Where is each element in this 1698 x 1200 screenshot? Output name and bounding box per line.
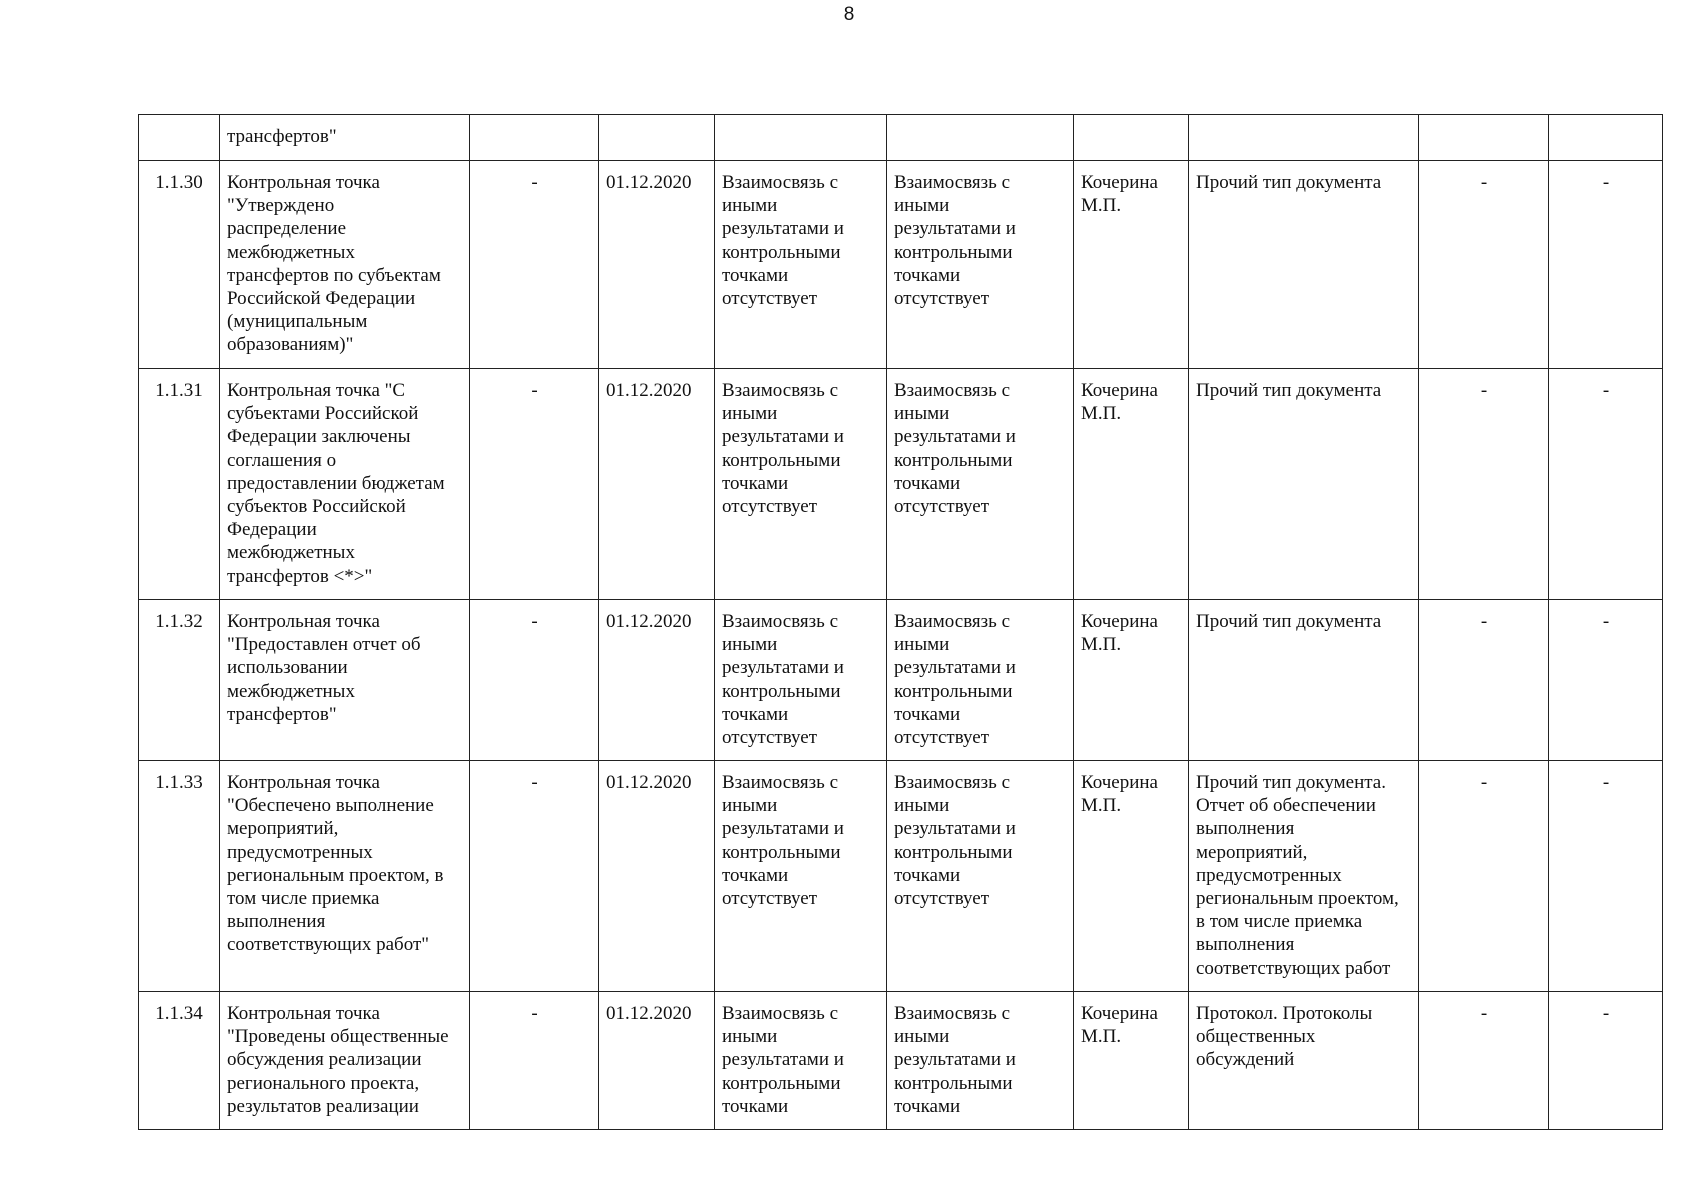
document-line: мероприятий, — [1196, 841, 1308, 863]
cell-num — [139, 115, 220, 161]
name-line: соответствующих работ" — [227, 934, 430, 956]
name-line: Федерации заключены — [227, 426, 411, 448]
cell-link-prev — [715, 115, 887, 161]
cell-name — [220, 115, 470, 161]
cell-num: 1.1.32 — [139, 600, 220, 761]
link-prev-line: точками — [722, 472, 789, 494]
table-row — [139, 161, 1663, 369]
cell-responsible — [1074, 369, 1189, 600]
cell-link-next — [887, 761, 1074, 992]
link-prev-line: результатами и — [722, 818, 844, 840]
responsible-line: М.П. — [1081, 634, 1122, 656]
cell-responsible — [1074, 761, 1189, 992]
cell-name — [220, 992, 470, 1130]
link-prev-line: иными — [722, 795, 778, 817]
name-line: Контрольная точка — [227, 611, 380, 632]
cell-document — [1189, 369, 1419, 600]
document-line: в том числе приемка — [1196, 911, 1363, 933]
page-number: 8 — [843, 4, 855, 25]
document-line: общественных — [1196, 1026, 1316, 1048]
link-next-line: Взаимосвязь с — [894, 772, 1011, 793]
name-line: Контрольная точка — [227, 772, 380, 793]
name-line: Контрольная точка — [227, 1003, 380, 1024]
document-line: Прочий тип документа — [1196, 380, 1382, 401]
link-next-line: отсутствует — [894, 727, 990, 749]
cell-level: - — [1419, 600, 1549, 761]
responsible-line: Кочерина — [1081, 611, 1158, 632]
name-line: том числе приемка — [227, 888, 380, 910]
cell-num: 1.1.33 — [139, 761, 220, 992]
cell-date: 01.12.2020 — [599, 600, 715, 761]
cell-predecessor: - — [470, 992, 599, 1130]
link-next-line: контрольными — [894, 241, 1013, 263]
link-next-line: иными — [894, 1026, 950, 1048]
name-line: результатов реализации — [227, 1095, 419, 1117]
link-prev-line: контрольными — [722, 449, 841, 471]
cell-responsible — [1074, 600, 1189, 761]
cell-link-prev — [715, 369, 887, 600]
link-prev-line: Взаимосвязь с — [722, 772, 839, 793]
cell-link-next — [887, 600, 1074, 761]
cell-link-prev — [715, 161, 887, 369]
name-line: межбюджетных — [227, 542, 355, 564]
cell-link-prev — [715, 761, 887, 992]
document-line: выполнения — [1196, 818, 1295, 840]
cell-date: 01.12.2020 — [599, 992, 715, 1130]
link-prev-line: точками — [722, 1095, 789, 1117]
name-line: использовании — [227, 657, 348, 679]
link-next-line: Взаимосвязь с — [894, 380, 1011, 401]
responsible-line: М.П. — [1081, 403, 1122, 425]
link-next-line: результатами и — [894, 657, 1016, 679]
document-line: предусмотренных — [1196, 864, 1342, 886]
cell-responsible — [1074, 992, 1189, 1130]
cell-link-prev — [715, 600, 887, 761]
responsible-line: Кочерина — [1081, 172, 1158, 193]
cell-extra — [1549, 115, 1663, 161]
cell-level: - — [1419, 992, 1549, 1130]
cell-level: - — [1419, 369, 1549, 600]
name-line: региональным проектом, в — [227, 864, 444, 886]
cell-link-next — [887, 161, 1074, 369]
name-line: субъектами Российской — [227, 403, 419, 425]
cell-link-next — [887, 369, 1074, 600]
link-prev-line: контрольными — [722, 241, 841, 263]
cell-level — [1419, 115, 1549, 161]
document-line: соответствующих работ — [1196, 957, 1391, 979]
cell-level: - — [1419, 161, 1549, 369]
link-prev-line: контрольными — [722, 1072, 841, 1094]
cell-predecessor: - — [470, 161, 599, 369]
link-prev-line: результатами и — [722, 426, 844, 448]
cell-link-prev — [715, 992, 887, 1130]
name-line: выполнения — [227, 911, 326, 933]
table-row — [139, 992, 1663, 1130]
cell-predecessor: - — [470, 761, 599, 992]
name-line: "Проведены общественные — [227, 1026, 449, 1048]
name-line: трансфертов по субъектам — [227, 264, 441, 286]
link-next-line: Взаимосвязь с — [894, 611, 1011, 632]
link-next-line: контрольными — [894, 680, 1013, 702]
name-line: соглашения о — [227, 449, 337, 471]
name-line: межбюджетных — [227, 241, 355, 263]
link-next-line: результатами и — [894, 1049, 1016, 1071]
cell-date — [599, 115, 715, 161]
link-prev-line: иными — [722, 195, 778, 217]
link-next-line: точками — [894, 472, 961, 494]
name-line: мероприятий, — [227, 818, 339, 840]
name-line: трансфертов" — [227, 703, 337, 725]
link-prev-line: Взаимосвязь с — [722, 380, 839, 401]
document-line: Прочий тип документа. — [1196, 772, 1386, 793]
link-prev-line: иными — [722, 403, 778, 425]
table-row — [139, 369, 1663, 600]
name-line: Российской Федерации — [227, 288, 416, 310]
document-line: выполнения — [1196, 934, 1295, 956]
responsible-line: Кочерина — [1081, 772, 1158, 793]
cell-link-next — [887, 992, 1074, 1130]
responsible-line: Кочерина — [1081, 380, 1158, 401]
link-next-line: отсутствует — [894, 496, 990, 518]
link-prev-line: контрольными — [722, 841, 841, 863]
cell-document — [1189, 161, 1419, 369]
name-line: "Обеспечено выполнение — [227, 795, 434, 817]
responsible-line: М.П. — [1081, 795, 1122, 817]
name-line: предоставлении бюджетам — [227, 472, 445, 494]
name-line: межбюджетных — [227, 680, 355, 702]
name-line: трансфертов <*>" — [227, 565, 373, 587]
document-line: региональным проектом, — [1196, 888, 1399, 910]
link-next-line: иными — [894, 795, 950, 817]
link-prev-line: результатами и — [722, 657, 844, 679]
cell-date: 01.12.2020 — [599, 161, 715, 369]
name-line: образованиям)" — [227, 334, 354, 356]
cell-name — [220, 161, 470, 369]
document-line: Прочий тип документа — [1196, 172, 1382, 193]
name-line: "Утверждено — [227, 195, 335, 217]
name-line: Контрольная точка "С — [227, 380, 406, 401]
name-line: распределение — [227, 218, 347, 240]
cell-extra: - — [1549, 600, 1663, 761]
link-next-line: контрольными — [894, 841, 1013, 863]
link-next-line: иными — [894, 634, 950, 656]
link-prev-line: контрольными — [722, 680, 841, 702]
link-next-line: точками — [894, 864, 961, 886]
cell-date: 01.12.2020 — [599, 761, 715, 992]
link-prev-line: отсутствует — [722, 888, 818, 910]
name-line: трансфертов" — [227, 126, 337, 147]
link-prev-line: точками — [722, 703, 789, 725]
cell-num: 1.1.34 — [139, 992, 220, 1130]
link-next-line: контрольными — [894, 449, 1013, 471]
cell-extra: - — [1549, 761, 1663, 992]
responsible-line: Кочерина — [1081, 1003, 1158, 1024]
table-row — [139, 600, 1663, 761]
link-next-line: Взаимосвязь с — [894, 1003, 1011, 1024]
link-next-line: иными — [894, 403, 950, 425]
link-prev-line: Взаимосвязь с — [722, 172, 839, 193]
cell-name — [220, 369, 470, 600]
link-next-line: точками — [894, 264, 961, 286]
link-next-line: отсутствует — [894, 888, 990, 910]
link-next-line: Взаимосвязь с — [894, 172, 1011, 193]
name-line: субъектов Российской — [227, 496, 406, 518]
document-line: Протокол. Протоколы — [1196, 1003, 1373, 1024]
link-next-line: иными — [894, 195, 950, 217]
cell-predecessor: - — [470, 369, 599, 600]
link-prev-line: иными — [722, 1026, 778, 1048]
table-row-continued — [139, 115, 1663, 161]
table-body — [139, 115, 1663, 1130]
control-points-table — [138, 114, 1663, 1130]
name-line: "Предоставлен отчет об — [227, 634, 421, 656]
link-prev-line: Взаимосвязь с — [722, 1003, 839, 1024]
link-prev-line: точками — [722, 864, 789, 886]
cell-document — [1189, 600, 1419, 761]
cell-predecessor — [470, 115, 599, 161]
link-next-line: контрольными — [894, 1072, 1013, 1094]
name-line: обсуждения реализации — [227, 1049, 422, 1071]
responsible-line: М.П. — [1081, 1026, 1122, 1048]
cell-document — [1189, 761, 1419, 992]
document-line: Прочий тип документа — [1196, 611, 1382, 632]
cell-document — [1189, 115, 1419, 161]
cell-responsible — [1074, 161, 1189, 369]
name-line: регионального проекта, — [227, 1072, 420, 1094]
link-next-line: результатами и — [894, 818, 1016, 840]
link-prev-line: Взаимосвязь с — [722, 611, 839, 632]
responsible-line: М.П. — [1081, 195, 1122, 217]
table-row — [139, 761, 1663, 992]
cell-link-next — [887, 115, 1074, 161]
cell-extra: - — [1549, 992, 1663, 1130]
cell-num: 1.1.30 — [139, 161, 220, 369]
link-prev-line: точками — [722, 264, 789, 286]
cell-date: 01.12.2020 — [599, 369, 715, 600]
cell-name — [220, 761, 470, 992]
link-prev-line: отсутствует — [722, 727, 818, 749]
link-prev-line: результатами и — [722, 1049, 844, 1071]
name-line: Контрольная точка — [227, 172, 380, 193]
document-line: Отчет об обеспечении — [1196, 795, 1376, 817]
cell-responsible — [1074, 115, 1189, 161]
link-prev-line: результатами и — [722, 218, 844, 240]
cell-extra: - — [1549, 369, 1663, 600]
link-prev-line: отсутствует — [722, 496, 818, 518]
document-line: обсуждений — [1196, 1049, 1295, 1071]
cell-document — [1189, 992, 1419, 1130]
name-line: Федерации — [227, 519, 317, 541]
link-next-line: точками — [894, 703, 961, 725]
name-line: (муниципальным — [227, 311, 368, 333]
link-next-line: результатами и — [894, 218, 1016, 240]
cell-name — [220, 600, 470, 761]
cell-extra: - — [1549, 161, 1663, 369]
cell-num: 1.1.31 — [139, 369, 220, 600]
link-next-line: отсутствует — [894, 288, 990, 310]
link-prev-line: отсутствует — [722, 288, 818, 310]
name-line: предусмотренных — [227, 841, 373, 863]
link-prev-line: иными — [722, 634, 778, 656]
cell-predecessor: - — [470, 600, 599, 761]
cell-level: - — [1419, 761, 1549, 992]
link-next-line: точками — [894, 1095, 961, 1117]
link-next-line: результатами и — [894, 426, 1016, 448]
